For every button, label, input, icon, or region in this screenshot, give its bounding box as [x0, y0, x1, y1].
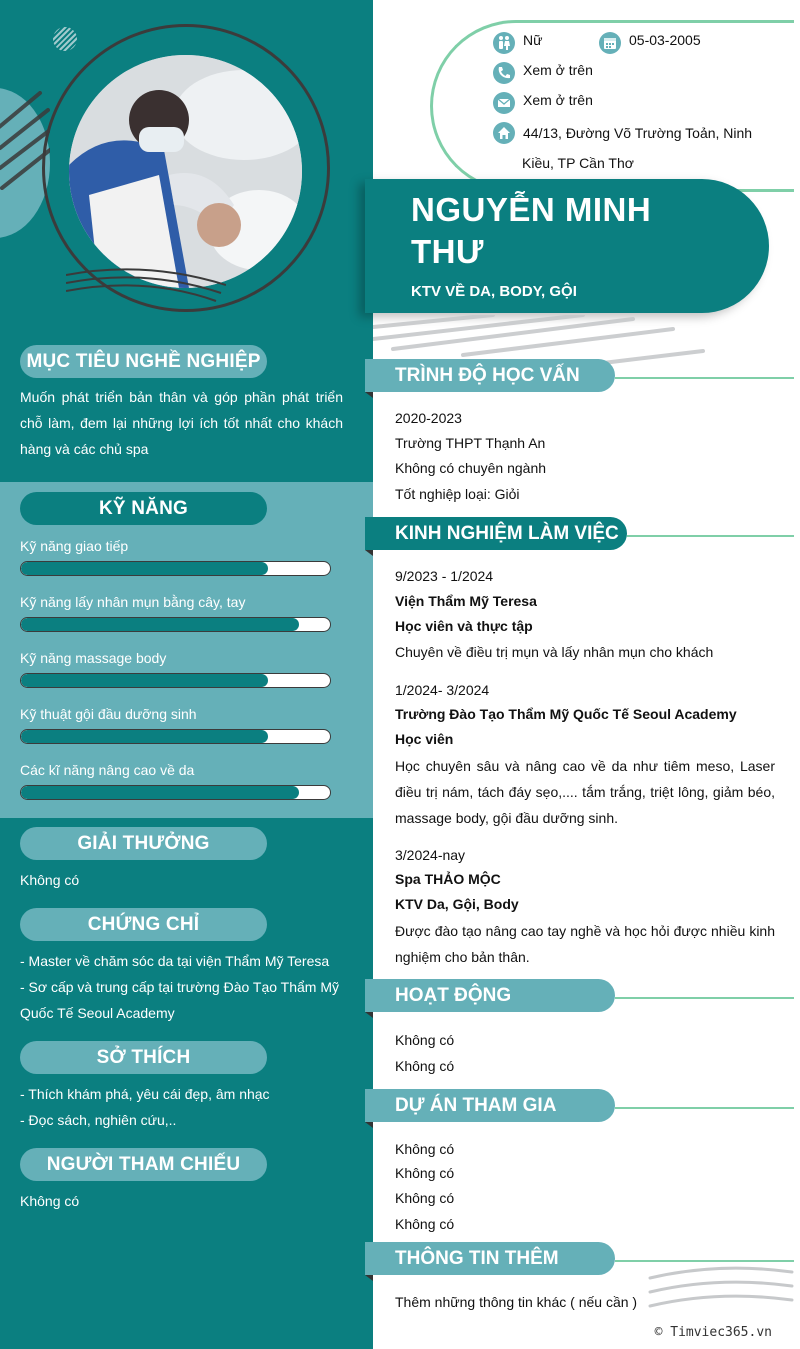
hobbies-heading: SỞ THÍCH: [20, 1041, 267, 1074]
contact-gender: [493, 32, 542, 54]
education-major: Không có chuyên ngành: [395, 460, 547, 476]
experience-heading: KINH NGHIỆM LÀM VIỆC: [365, 517, 627, 550]
experience-period: 1/2024- 3/2024: [395, 682, 490, 698]
heading-divider: [615, 1107, 794, 1109]
watermark: © Timviec365.vn: [654, 1325, 772, 1340]
decorative-swoosh-lines: [648, 1262, 794, 1322]
experience-desc: Chuyên về điều trị mụn và lấy nhân mụn cho khách: [395, 644, 714, 660]
hobby-item: - Thích khám phá, yêu cái đẹp, âm nhạc: [20, 1086, 270, 1102]
skill-bar: [20, 673, 331, 688]
references-heading: NGƯỜI THAM CHIẾU: [20, 1148, 267, 1181]
contact-phone: [493, 62, 593, 84]
skill-label: Kỹ năng massage body: [20, 650, 167, 666]
experience-company: Trường Đào Tạo Thẩm Mỹ Quốc Tế Seoul Academy: [395, 706, 737, 722]
experience-desc: Được đào tạo nâng cao tay nghề và học hỏi được nhiều kinh nghiệm cho bản thân.: [395, 923, 775, 965]
activity-item: Không có: [395, 1032, 455, 1048]
contact-address: [493, 122, 752, 144]
activities-heading: HOẠT ĐỘNG: [365, 979, 615, 1012]
extra-heading: THÔNG TIN THÊM: [365, 1242, 615, 1275]
objective-heading: MỤC TIÊU NGHỀ NGHIỆP: [20, 345, 267, 378]
address-value: 44/13, Đường Võ Trường Toản, Ninh: [523, 125, 753, 141]
contact-address-line2: [522, 152, 634, 174]
contact-email: [493, 92, 593, 114]
heading-fold: [365, 550, 373, 556]
experience-company: Viện Thẩm Mỹ Teresa: [395, 593, 537, 609]
activity-item: Không có: [395, 1058, 455, 1074]
project-item: Không có: [395, 1165, 455, 1181]
heading-fold: [365, 1275, 373, 1281]
certificates-heading: CHỨNG CHỈ: [20, 908, 267, 941]
phone-value: Xem ở trên: [523, 62, 593, 78]
skills-heading: KỸ NĂNG: [20, 492, 267, 525]
phone-icon: [493, 62, 515, 84]
certificate-item: - Sơ cấp và trung cấp tại trường Đào Tạo Thẩm Mỹ Quốc Tế Seoul Academy: [20, 979, 340, 1021]
email-icon: [493, 92, 515, 114]
certificate-item: - Master về chăm sóc da tại viện Thẩm Mỹ Teresa: [20, 953, 330, 969]
left-column: [0, 0, 373, 1349]
skill-bar: [20, 561, 331, 576]
skill-label: Kỹ thuật gội đầu dưỡng sinh: [20, 706, 197, 722]
birthdate-value: 05-03-2005: [629, 32, 701, 48]
project-item: Không có: [395, 1216, 455, 1232]
calendar-icon: [599, 32, 621, 54]
address-value-2: Kiều, TP Cần Thơ: [522, 155, 634, 171]
home-icon: [493, 122, 515, 144]
gender-value: Nữ: [523, 32, 543, 48]
heading-divider: [627, 535, 794, 537]
experience-role: Học viên và thực tập: [395, 618, 533, 634]
experience-period: 9/2023 - 1/2024: [395, 568, 494, 584]
skill-bar: [20, 785, 331, 800]
experience-period: 3/2024-nay: [395, 847, 466, 863]
heading-divider: [615, 377, 794, 379]
skill-label: Kỹ năng lấy nhân mụn bằng cây, tay: [20, 594, 246, 610]
awards-heading: GIẢI THƯỞNG: [20, 827, 267, 860]
heading-divider: [615, 997, 794, 999]
skill-label: Kỹ năng giao tiếp: [20, 538, 129, 554]
name-banner: [365, 179, 769, 313]
experience-role: Học viên: [395, 731, 454, 747]
email-value: Xem ở trên: [523, 92, 593, 108]
objective-text: Muốn phát triển bản thân và góp phần phát triển chỗ làm, đem lại những lợi ích tốt nhất cho khách hàng và các chủ spa: [20, 389, 343, 457]
references-text: Không có: [20, 1193, 80, 1209]
profile-photo: [69, 55, 302, 288]
contact-birthdate: [599, 32, 701, 54]
education-heading: TRÌNH ĐỘ HỌC VẤN: [365, 359, 615, 392]
experience-company: Spa THẢO MỘC: [395, 871, 501, 887]
awards-text: Không có: [20, 872, 80, 888]
skill-bar: [20, 617, 331, 632]
skill-bar: [20, 729, 331, 744]
gender-icon: [493, 32, 515, 54]
decorative-dot: [53, 27, 77, 51]
experience-desc: Học chuyên sâu và nâng cao về da như tiêm meso, Laser điều trị nám, tách đáy sẹo,.... tắm trắng, triệt lông, giảm béo, massage body, gội đầu dưỡng sinh.: [395, 758, 775, 826]
decorative-brush-lines: [373, 315, 713, 365]
project-item: Không có: [395, 1190, 455, 1206]
experience-role: KTV Da, Gội, Body: [395, 896, 519, 912]
photo-swoosh: [66, 255, 226, 305]
education-school: Trường THPT Thạnh An: [395, 435, 546, 451]
education-grade: Tốt nghiệp loại: Giỏi: [395, 486, 520, 502]
extra-text: Thêm những thông tin khác ( nếu cần ): [395, 1294, 638, 1310]
project-item: Không có: [395, 1141, 455, 1157]
projects-heading: DỰ ÁN THAM GIA: [365, 1089, 615, 1122]
heading-fold: [365, 1122, 373, 1128]
education-period: 2020-2023: [395, 410, 462, 426]
candidate-name: NGUYỄN MINH THƯ: [411, 191, 652, 270]
skill-label: Các kĩ năng nâng cao về da: [20, 762, 195, 778]
job-title: KTV VỀ DA, BODY, GỘI: [411, 283, 577, 300]
hobby-item: - Đọc sách, nghiên cứu,..: [20, 1112, 177, 1128]
heading-fold: [365, 392, 373, 398]
heading-fold: [365, 1012, 373, 1018]
